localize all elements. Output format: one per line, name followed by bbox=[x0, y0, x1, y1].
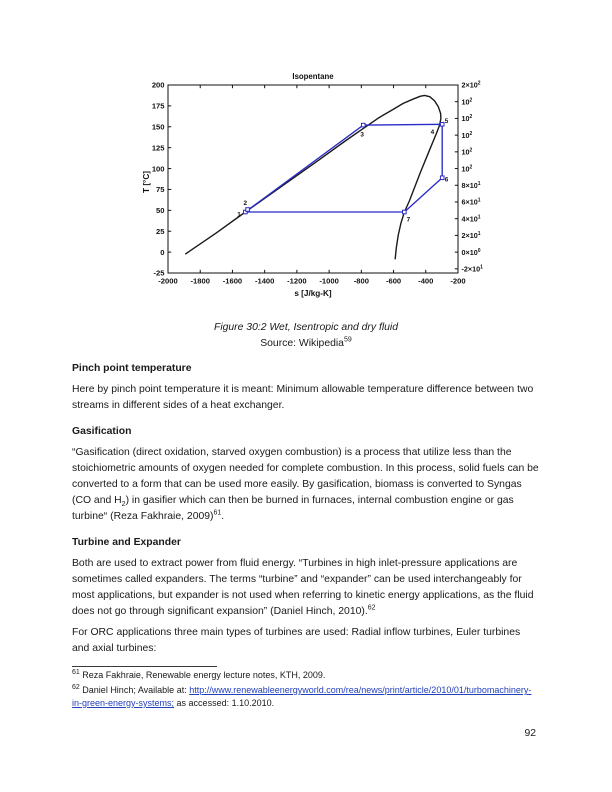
x-tick-label: -600 bbox=[385, 276, 402, 286]
x-tick-label: -2000 bbox=[158, 276, 178, 286]
figure-caption: Figure 30:2 Wet, Isentropic and dry fluid bbox=[213, 322, 399, 333]
figure-caption-block bbox=[72, 320, 540, 351]
ts-diagram-chart bbox=[140, 64, 512, 306]
x-axis-label: s [J/kg-K] bbox=[294, 289, 332, 298]
chart-title: Isopentane bbox=[292, 72, 334, 81]
y-tick-label-left: 0 bbox=[160, 247, 165, 257]
y-axis-label: T [°C] bbox=[142, 171, 151, 193]
state-point-label-5: 5 bbox=[444, 118, 449, 126]
y-tick-label-left: 200 bbox=[151, 80, 165, 90]
figure-source: Source: Wikipedia$^{59}$ bbox=[260, 336, 352, 349]
x-tick-label: -400 bbox=[418, 276, 434, 286]
x-tick-label: -1000 bbox=[319, 276, 339, 286]
chart-series-orc-cycle bbox=[245, 124, 442, 212]
y-tick-label-right: $8\times 10^1$ bbox=[461, 180, 481, 190]
footnote-separator bbox=[72, 666, 217, 667]
state-point-label-7: 7 bbox=[406, 216, 411, 224]
state-point-label-6: 6 bbox=[444, 176, 449, 184]
x-tick-label: -800 bbox=[353, 276, 369, 286]
state-point-label-4: 4 bbox=[430, 128, 435, 136]
page-content bbox=[0, 320, 612, 710]
y-tick-label-right: $2\times 10^1$ bbox=[461, 231, 481, 241]
y-tick-label-right: $0\times 10^0$ bbox=[461, 247, 481, 257]
plot-frame bbox=[168, 85, 458, 273]
footnote-61: $^{61}$ Reza Fakhraie, Renewable energy lecture notes, KTH, 2009. bbox=[72, 669, 326, 680]
x-tick-label: -1400 bbox=[254, 276, 275, 286]
y-tick-label-left: 125 bbox=[151, 143, 165, 153]
y-tick-label-right: $10^2$ bbox=[461, 147, 473, 157]
chart-series-saturation-dome bbox=[186, 95, 441, 258]
state-point-label-2: 2 bbox=[243, 200, 248, 208]
page-number: 92 bbox=[524, 728, 536, 739]
y-tick-label-left: 50 bbox=[156, 206, 165, 216]
heading-pinch-point-temperature: Pinch point temperature bbox=[72, 363, 192, 374]
y-tick-label-right: $6\times 10^1$ bbox=[461, 197, 481, 207]
footnote-62: $^{62}$ Daniel Hinch; Available at: http://www.renewableenergyworld.com/rea/news/print/article/2010/01/turbomachinery-in-green-energy-systems; as accessed: 1.10.2010. bbox=[72, 684, 532, 708]
paragraph-pinch-point: Here by pinch point temperature it is meant: Minimum allowable temperature difference between two streams in different sides of a heat exchanger. bbox=[72, 384, 534, 411]
state-point-label-3: 3 bbox=[360, 131, 364, 139]
y-tick-label-right: $10^2$ bbox=[461, 114, 473, 124]
figure-image bbox=[140, 64, 512, 306]
y-tick-label-left: 175 bbox=[151, 101, 165, 111]
cycle-state-marker bbox=[403, 210, 407, 214]
x-tick-label: -1800 bbox=[190, 276, 210, 286]
y-tick-label-right: $2\times 10^2$ bbox=[461, 80, 481, 90]
y-tick-label-left: 75 bbox=[156, 185, 165, 195]
y-tick-label-right: $4\times 10^1$ bbox=[461, 214, 481, 224]
y-tick-label-right: $10^2$ bbox=[461, 164, 473, 174]
y-tick-label-right: $10^2$ bbox=[461, 97, 473, 107]
y-tick-label-left: 100 bbox=[151, 164, 165, 174]
y-tick-label-left: 25 bbox=[156, 226, 165, 236]
paragraph-orc-turbine-types: For ORC applications three main types of turbines are used: Radial inflow turbines, Euler turbines and axial turbines: bbox=[72, 627, 521, 654]
state-point-label-1: 1 bbox=[237, 211, 241, 219]
footnote-url-link[interactable]: http://www.renewableenergyworld.com/rea/news/print/article/2010/01/turbomachinery-in-green-energy-systems; bbox=[72, 685, 532, 708]
cycle-state-marker bbox=[361, 123, 365, 127]
heading-turbine-and-expander: Turbine and Expander bbox=[72, 537, 181, 548]
y-tick-label-left: 150 bbox=[151, 122, 165, 132]
x-tick-label: -200 bbox=[450, 276, 466, 286]
cycle-state-marker bbox=[440, 122, 444, 126]
x-tick-label: -1600 bbox=[222, 276, 243, 286]
y-tick-label-right: $-2\times 10^1$ bbox=[461, 264, 483, 274]
y-tick-label-right: $10^2$ bbox=[461, 130, 473, 140]
x-tick-label: -1200 bbox=[287, 276, 307, 286]
heading-gasification: Gasification bbox=[72, 426, 132, 437]
paragraph-gasification: “Gasification (direct oxidation, starved oxygen combustion) is a process that utilize less than the stoichiometric amounts of oxygen needed for complete combustion. In this process, solid fuels can be converted to a form that can be used more easily. By gasification, biomass is converted to Syngas (CO and $H_2$) in gasifier which can then be burned in furnaces, internal combustion engine or gas turbine“ (Reza Fakhraie, 2009)$^{61}$. bbox=[72, 447, 539, 522]
cycle-state-marker bbox=[246, 208, 250, 212]
y-tick-label-left: -25 bbox=[153, 268, 165, 278]
paragraph-turbine-expander: Both are used to extract power from fluid energy. “Turbines in high inlet-pressure applications are sometimes called expanders. The terms “turbine” and “expander” can be used interchangeably for most applications, but expander is not used when referring to kinetic energy applications, as the fluid does not go through significant expansion” (Daniel Hinch, 2010).$^{62}$ bbox=[72, 558, 534, 617]
cycle-state-marker bbox=[440, 176, 444, 180]
